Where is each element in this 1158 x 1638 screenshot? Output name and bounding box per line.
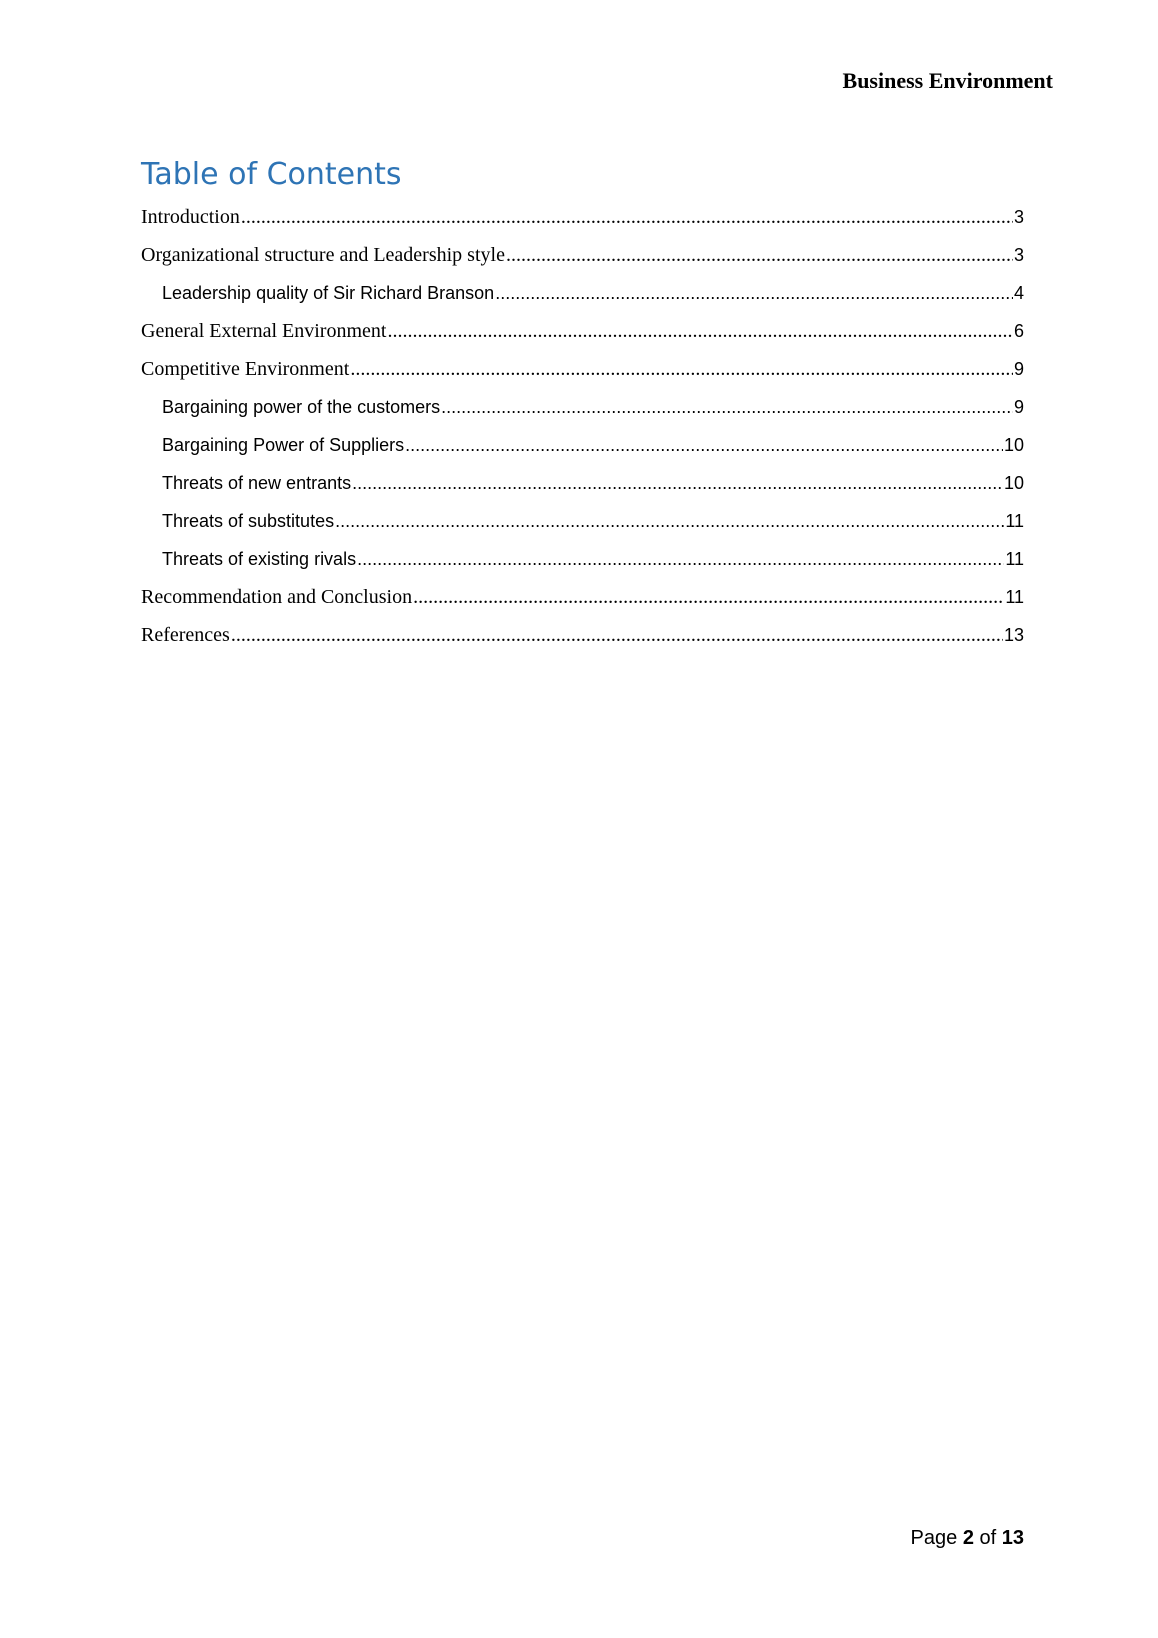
table-of-contents (141, 204, 1024, 660)
toc-leader-dots (241, 204, 1013, 230)
toc-entry-bargaining-power-suppliers[interactable] (141, 432, 1024, 470)
toc-entry-label: Recommendation and Conclusion (141, 586, 413, 608)
toc-entry-page: 13 (1003, 625, 1024, 645)
footer-current-page: 2 (962, 1527, 974, 1549)
toc-entry-recommendation-conclusion[interactable] (141, 584, 1024, 622)
toc-entry-threats-new-entrants[interactable] (141, 470, 1024, 508)
toc-entry-page: 11 (1005, 549, 1024, 569)
toc-entry-page: 10 (1003, 473, 1024, 493)
toc-entry-page: 6 (1013, 321, 1024, 341)
toc-entry-page: 3 (1013, 207, 1024, 227)
toc-entry-label: Threats of new entrants (162, 473, 352, 493)
toc-entry-page: 11 (1005, 511, 1024, 531)
toc-entry-label: References (141, 624, 230, 646)
toc-leader-dots (387, 318, 1013, 344)
toc-entry-page: 3 (1013, 245, 1024, 265)
toc-leader-dots (506, 242, 1013, 268)
toc-entry-page: 4 (1013, 283, 1024, 303)
toc-entry-label: Competitive Environment (141, 358, 350, 380)
document-header: Business Environment (842, 68, 1053, 93)
page-number-footer (911, 1527, 1024, 1550)
toc-leader-dots (495, 280, 1013, 306)
toc-entry-page: 10 (1003, 435, 1024, 455)
toc-entry-page: 9 (1013, 359, 1024, 379)
toc-leader-dots (231, 622, 1003, 648)
footer-page-prefix: Page (910, 1527, 958, 1549)
toc-entry-page: 11 (1005, 587, 1024, 607)
toc-entry-bargaining-power-customers[interactable] (141, 394, 1024, 432)
toc-leader-dots (405, 432, 1003, 458)
toc-entry-organizational-structure[interactable] (141, 242, 1024, 280)
toc-leader-dots (413, 584, 1004, 610)
toc-entry-competitive-environment[interactable] (141, 356, 1024, 394)
toc-entry-label: Bargaining Power of Suppliers (162, 435, 405, 455)
toc-entry-label: General External Environment (141, 320, 387, 342)
toc-entry-label: Organizational structure and Leadership style (141, 244, 505, 266)
toc-entry-threats-substitutes[interactable] (141, 508, 1024, 546)
toc-leader-dots (357, 546, 1004, 572)
toc-entry-label: Threats of existing rivals (162, 549, 357, 569)
toc-leader-dots (350, 356, 1013, 382)
toc-entry-threats-existing-rivals[interactable] (141, 546, 1024, 584)
toc-entry-introduction[interactable] (141, 204, 1024, 242)
toc-leader-dots (335, 508, 1004, 534)
toc-entry-label: Introduction (141, 206, 240, 228)
toc-entry-page: 9 (1013, 397, 1024, 417)
toc-entry-label: Bargaining power of the customers (162, 397, 441, 417)
toc-entry-label: Leadership quality of Sir Richard Branson (162, 283, 495, 303)
toc-leader-dots (352, 470, 1003, 496)
toc-entry-leadership-quality[interactable] (141, 280, 1024, 318)
toc-leader-dots (441, 394, 1013, 420)
toc-entry-general-external-environment[interactable] (141, 318, 1024, 356)
toc-entry-label: Threats of substitutes (162, 511, 335, 531)
footer-separator: of (979, 1527, 997, 1549)
footer-total-pages: 13 (1001, 1527, 1024, 1549)
toc-title: Table of Contents (141, 157, 402, 192)
toc-entry-references[interactable] (141, 622, 1024, 660)
